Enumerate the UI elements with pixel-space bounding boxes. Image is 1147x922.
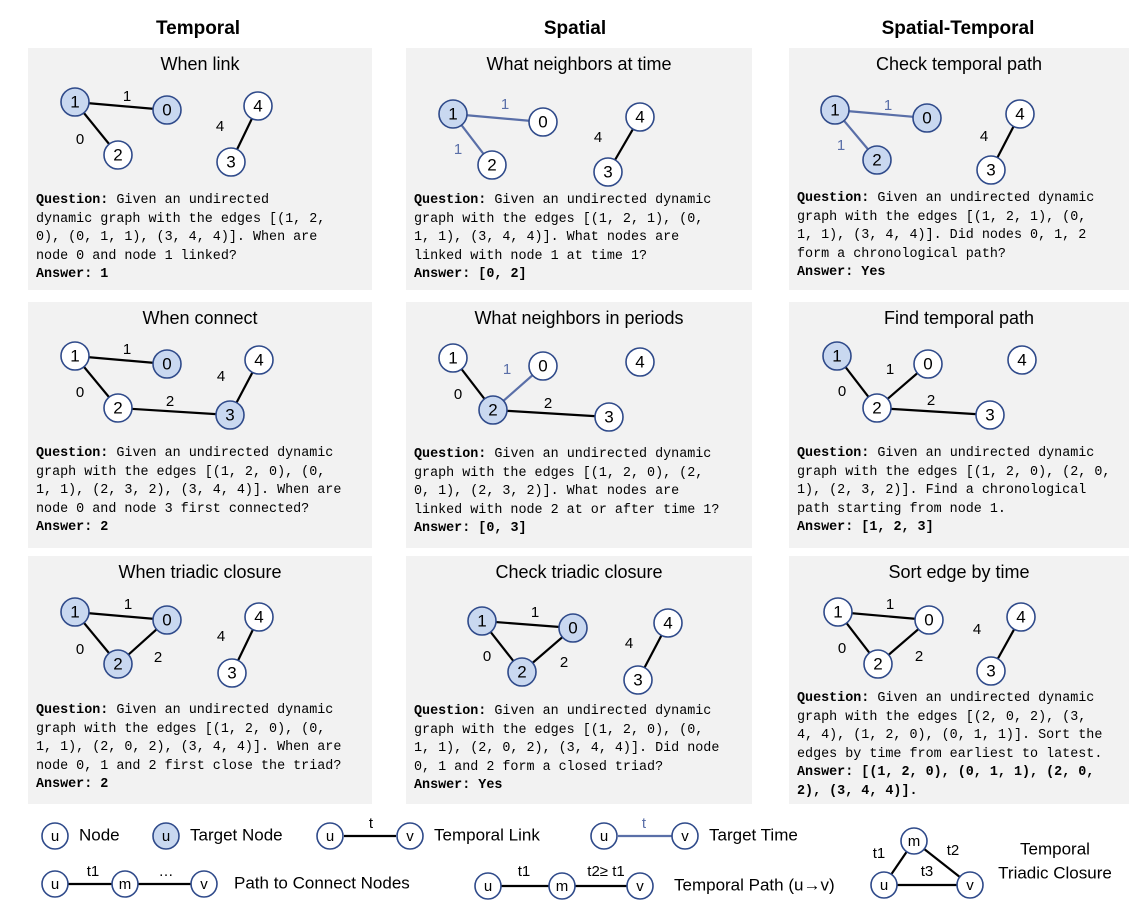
legend-node-label: u xyxy=(50,875,60,893)
node-label: 0 xyxy=(162,100,172,120)
edge-time-label: 2 xyxy=(543,394,553,412)
edge-time-label: 1 xyxy=(885,595,895,613)
node-label: 0 xyxy=(923,354,933,374)
question-answer xyxy=(36,192,325,285)
panel-title: When triadic closure xyxy=(118,562,282,582)
node-label: 2 xyxy=(873,654,883,674)
node-label: 0 xyxy=(162,354,172,374)
question-text: Given an undirected dynamic graph with the edges [(1, 2, 0), (0, 1, 1), (3, 4, 4)]. When are node 0 and node 1 linked? xyxy=(36,193,326,264)
node-label: 3 xyxy=(986,160,996,180)
node-label: 2 xyxy=(872,150,882,170)
node-label: 1 xyxy=(70,602,80,622)
node-label: 4 xyxy=(635,107,645,127)
question-label: Question: xyxy=(36,446,109,461)
node-label: 2 xyxy=(517,662,527,682)
node-label: 1 xyxy=(477,611,487,631)
question-text: Given an undirected dynamic graph with the edges [(1, 2, 0), (2, 0, 1), (2, 3, 2)]. What nodes are linked with node 2 at or after time 1? xyxy=(414,447,720,518)
legend-text: Node xyxy=(79,825,120,845)
legend-node-label: m xyxy=(118,875,132,893)
question-answer xyxy=(36,702,341,795)
answer-label: Answer: xyxy=(797,520,854,536)
node-label: 3 xyxy=(604,407,614,427)
question-text: Given an undirected dynamic graph with the edges [(2, 0, 2), (3, 4, 4), (1, 2, 0), (0, 1, 1)]. Sort the edges by time from earliest to latest. xyxy=(797,691,1103,762)
panel-title: What neighbors at time xyxy=(486,54,672,74)
edge-time-label: 4 xyxy=(216,367,226,385)
question-text: Given an undirected dynamic graph with the edges [(1, 2, 0), (0, 1, 1), (2, 0, 2), (3, 4, 4)]. Did node 0, 1 and 2 form a closed triad? xyxy=(414,704,720,775)
panel-title: Check triadic closure xyxy=(495,562,663,582)
edge-time-label: 2 xyxy=(926,391,936,409)
edge-time-label: 2 xyxy=(153,648,163,666)
answer-label: Answer: xyxy=(414,267,471,283)
legend-text: Target Node xyxy=(190,825,283,845)
panel-title: Sort edge by time xyxy=(888,562,1030,582)
edge-time-label: 1 xyxy=(453,140,463,158)
node-label: 0 xyxy=(162,610,172,630)
edge-time-label: 1 xyxy=(122,340,132,358)
question-answer xyxy=(36,445,341,538)
node-label: 2 xyxy=(113,398,123,418)
question-label: Question: xyxy=(36,703,109,718)
panel-title: When link xyxy=(160,54,240,74)
edge-time-label: 1 xyxy=(500,95,510,113)
legend-node-label: v xyxy=(966,876,974,894)
answer-text: Yes xyxy=(478,778,503,794)
node-label: 4 xyxy=(1017,350,1027,370)
answer-label: Answer: xyxy=(36,777,93,793)
node-label: 3 xyxy=(633,670,643,690)
node-label: 1 xyxy=(832,346,842,366)
edge-time-label: 2 xyxy=(914,647,924,665)
question-label: Question: xyxy=(414,447,487,462)
edge-time-label: 2 xyxy=(559,653,569,671)
node-label: 0 xyxy=(568,618,578,638)
question-label: Question: xyxy=(414,193,487,208)
edge-time-label: 4 xyxy=(972,620,982,638)
edge-time-label: 0 xyxy=(75,640,85,658)
edge-time-label: 1 xyxy=(122,87,132,105)
edge-time-label: 1 xyxy=(883,96,893,114)
node-label: 0 xyxy=(538,356,548,376)
node-label: 0 xyxy=(922,108,932,128)
legend-text: t3 xyxy=(920,862,934,880)
legend-text: Target Time xyxy=(709,825,798,845)
answer-text: [0, 3] xyxy=(478,521,527,537)
legend-text: t2 xyxy=(946,841,960,859)
answer-text: [1, 2, 3] xyxy=(861,520,934,536)
panel-title: When connect xyxy=(142,308,258,328)
edge-time-label: 4 xyxy=(624,634,634,652)
question-answer xyxy=(414,446,719,539)
legend-node-label: u xyxy=(50,827,60,845)
column-title-spatial: Spatial xyxy=(543,18,607,39)
question-text: Given an undirected dynamic graph with the edges [(1, 2, 0), (0, 1, 1), (2, 3, 2), (3, 4, 4)]. When are node 0 and node 3 first connected? xyxy=(36,446,342,517)
legend-node-label: v xyxy=(406,827,414,845)
node-label: 3 xyxy=(225,405,235,425)
node-label: 3 xyxy=(985,405,995,425)
edge-time-label: 0 xyxy=(482,647,492,665)
legend-text: Path to Connect Nodes xyxy=(234,873,410,893)
edge-time-label: 0 xyxy=(837,639,847,657)
answer-text: [(1, 2, 0), (0, 1, 1), (2, 0, 2), (3, 4, 4)]. xyxy=(797,765,1095,799)
node-label: 3 xyxy=(986,661,996,681)
question-text: Given an undirected dynamic graph with the edges [(1, 2, 0), (0, 1, 1), (2, 0, 2), (3, 4, 4)]. When are node 0, 1 and 2 first close the triad? xyxy=(36,703,342,774)
node-label: 2 xyxy=(872,398,882,418)
panel-title: Check temporal path xyxy=(875,54,1043,74)
node-label: 1 xyxy=(830,100,840,120)
answer-text: Yes xyxy=(861,265,886,281)
answer-label: Answer: xyxy=(797,765,854,781)
legend-text: t1 xyxy=(517,862,531,880)
question-label: Question: xyxy=(36,193,109,208)
legend-node-label: u xyxy=(325,827,335,845)
node-label: 1 xyxy=(70,92,80,112)
legend-node-label: v xyxy=(200,875,208,893)
node-label: 4 xyxy=(635,352,645,372)
legend-node-label: v xyxy=(681,827,689,845)
answer-label: Answer: xyxy=(797,265,854,281)
column-title-temporal: Temporal xyxy=(155,18,241,39)
node-label: 1 xyxy=(833,602,843,622)
question-answer xyxy=(414,192,711,285)
answer-label: Answer: xyxy=(36,520,93,536)
node-label: 2 xyxy=(487,155,497,175)
node-label: 0 xyxy=(924,610,934,630)
edge-time-label: 1 xyxy=(885,360,895,378)
answer-text: [0, 2] xyxy=(478,267,527,283)
edge-time-label: 0 xyxy=(75,130,85,148)
node-label: 3 xyxy=(227,663,237,683)
legend-node-label: u xyxy=(161,827,171,845)
node-label: 4 xyxy=(1015,104,1025,124)
answer-label: Answer: xyxy=(414,778,471,794)
legend xyxy=(0,808,1147,918)
node-label: 2 xyxy=(488,400,498,420)
answer-text: 1 xyxy=(100,267,109,283)
node-label: 4 xyxy=(253,96,263,116)
answer-label: Answer: xyxy=(36,267,93,283)
question-answer xyxy=(797,445,1110,538)
legend-node-label: m xyxy=(907,832,921,850)
graph-edge xyxy=(877,408,990,415)
edge-time-label: 1 xyxy=(502,360,512,378)
edge-time-label: 4 xyxy=(593,128,603,146)
edge-time-label: 0 xyxy=(75,383,85,401)
legend-text: t xyxy=(641,814,647,832)
legend-text: t1 xyxy=(86,862,100,880)
legend-text: Temporal Link xyxy=(434,825,540,845)
edge-time-label: 4 xyxy=(215,117,225,135)
question-answer xyxy=(797,190,1094,283)
panel-title: Find temporal path xyxy=(883,308,1035,328)
legend-text: … xyxy=(158,862,174,880)
node-label: 4 xyxy=(254,607,264,627)
edge-time-label: 0 xyxy=(837,382,847,400)
edge-time-label: 0 xyxy=(453,385,463,403)
question-text: Given an undirected dynamic graph with the edges [(1, 2, 1), (0, 1, 1), (3, 4, 4)]. Did nodes 0, 1, 2 form a chronological path? xyxy=(797,191,1095,262)
legend-text: t2≥ t1 xyxy=(587,862,625,880)
node-label: 4 xyxy=(254,350,264,370)
legend-text: Temporal xyxy=(1020,839,1090,859)
answer-text: 2 xyxy=(100,520,109,536)
answer-text: 2 xyxy=(100,777,109,793)
edge-time-label: 2 xyxy=(165,392,175,410)
question-answer xyxy=(414,703,719,796)
question-answer xyxy=(797,690,1102,802)
answer-label: Answer: xyxy=(414,521,471,537)
node-label: 1 xyxy=(448,348,458,368)
legend-node-label: u xyxy=(879,876,889,894)
edge-time-label: 1 xyxy=(836,136,846,154)
question-text: Given an undirected dynamic graph with the edges [(1, 2, 1), (0, 1, 1), (3, 4, 4)]. What nodes are linked with node 1 at time 1? xyxy=(414,193,712,264)
node-label: 4 xyxy=(663,613,673,633)
legend-text: t xyxy=(368,814,374,832)
question-label: Question: xyxy=(797,191,870,206)
legend-node-label: m xyxy=(555,877,569,895)
node-label: 2 xyxy=(113,145,123,165)
node-label: 1 xyxy=(70,346,80,366)
legend-text: Triadic Closure xyxy=(998,863,1112,883)
edge-time-label: 4 xyxy=(979,127,989,145)
edge-time-label: 1 xyxy=(530,603,540,621)
edge-time-label: 1 xyxy=(123,595,133,613)
legend-node-label: u xyxy=(599,827,609,845)
legend-node-label: v xyxy=(636,877,644,895)
legend-node-label: u xyxy=(483,877,493,895)
node-label: 1 xyxy=(448,104,458,124)
edge-time-label: 4 xyxy=(216,627,226,645)
legend-text: t1 xyxy=(872,844,886,862)
node-label: 3 xyxy=(603,162,613,182)
question-label: Question: xyxy=(797,691,870,706)
node-label: 4 xyxy=(1016,607,1026,627)
column-title-spatial-temporal: Spatial-Temporal xyxy=(881,18,1035,39)
question-label: Question: xyxy=(797,446,870,461)
node-label: 3 xyxy=(226,152,236,172)
question-label: Question: xyxy=(414,704,487,719)
legend-text: Temporal Path (u→v) xyxy=(674,875,835,895)
node-label: 0 xyxy=(538,112,548,132)
question-text: Given an undirected dynamic graph with the edges [(1, 2, 0), (2, 0, 1), (2, 3, 2)]. Find a chronological path starting from node 1. xyxy=(797,446,1111,517)
panel-title: What neighbors in periods xyxy=(474,308,684,328)
node-label: 2 xyxy=(113,654,123,674)
